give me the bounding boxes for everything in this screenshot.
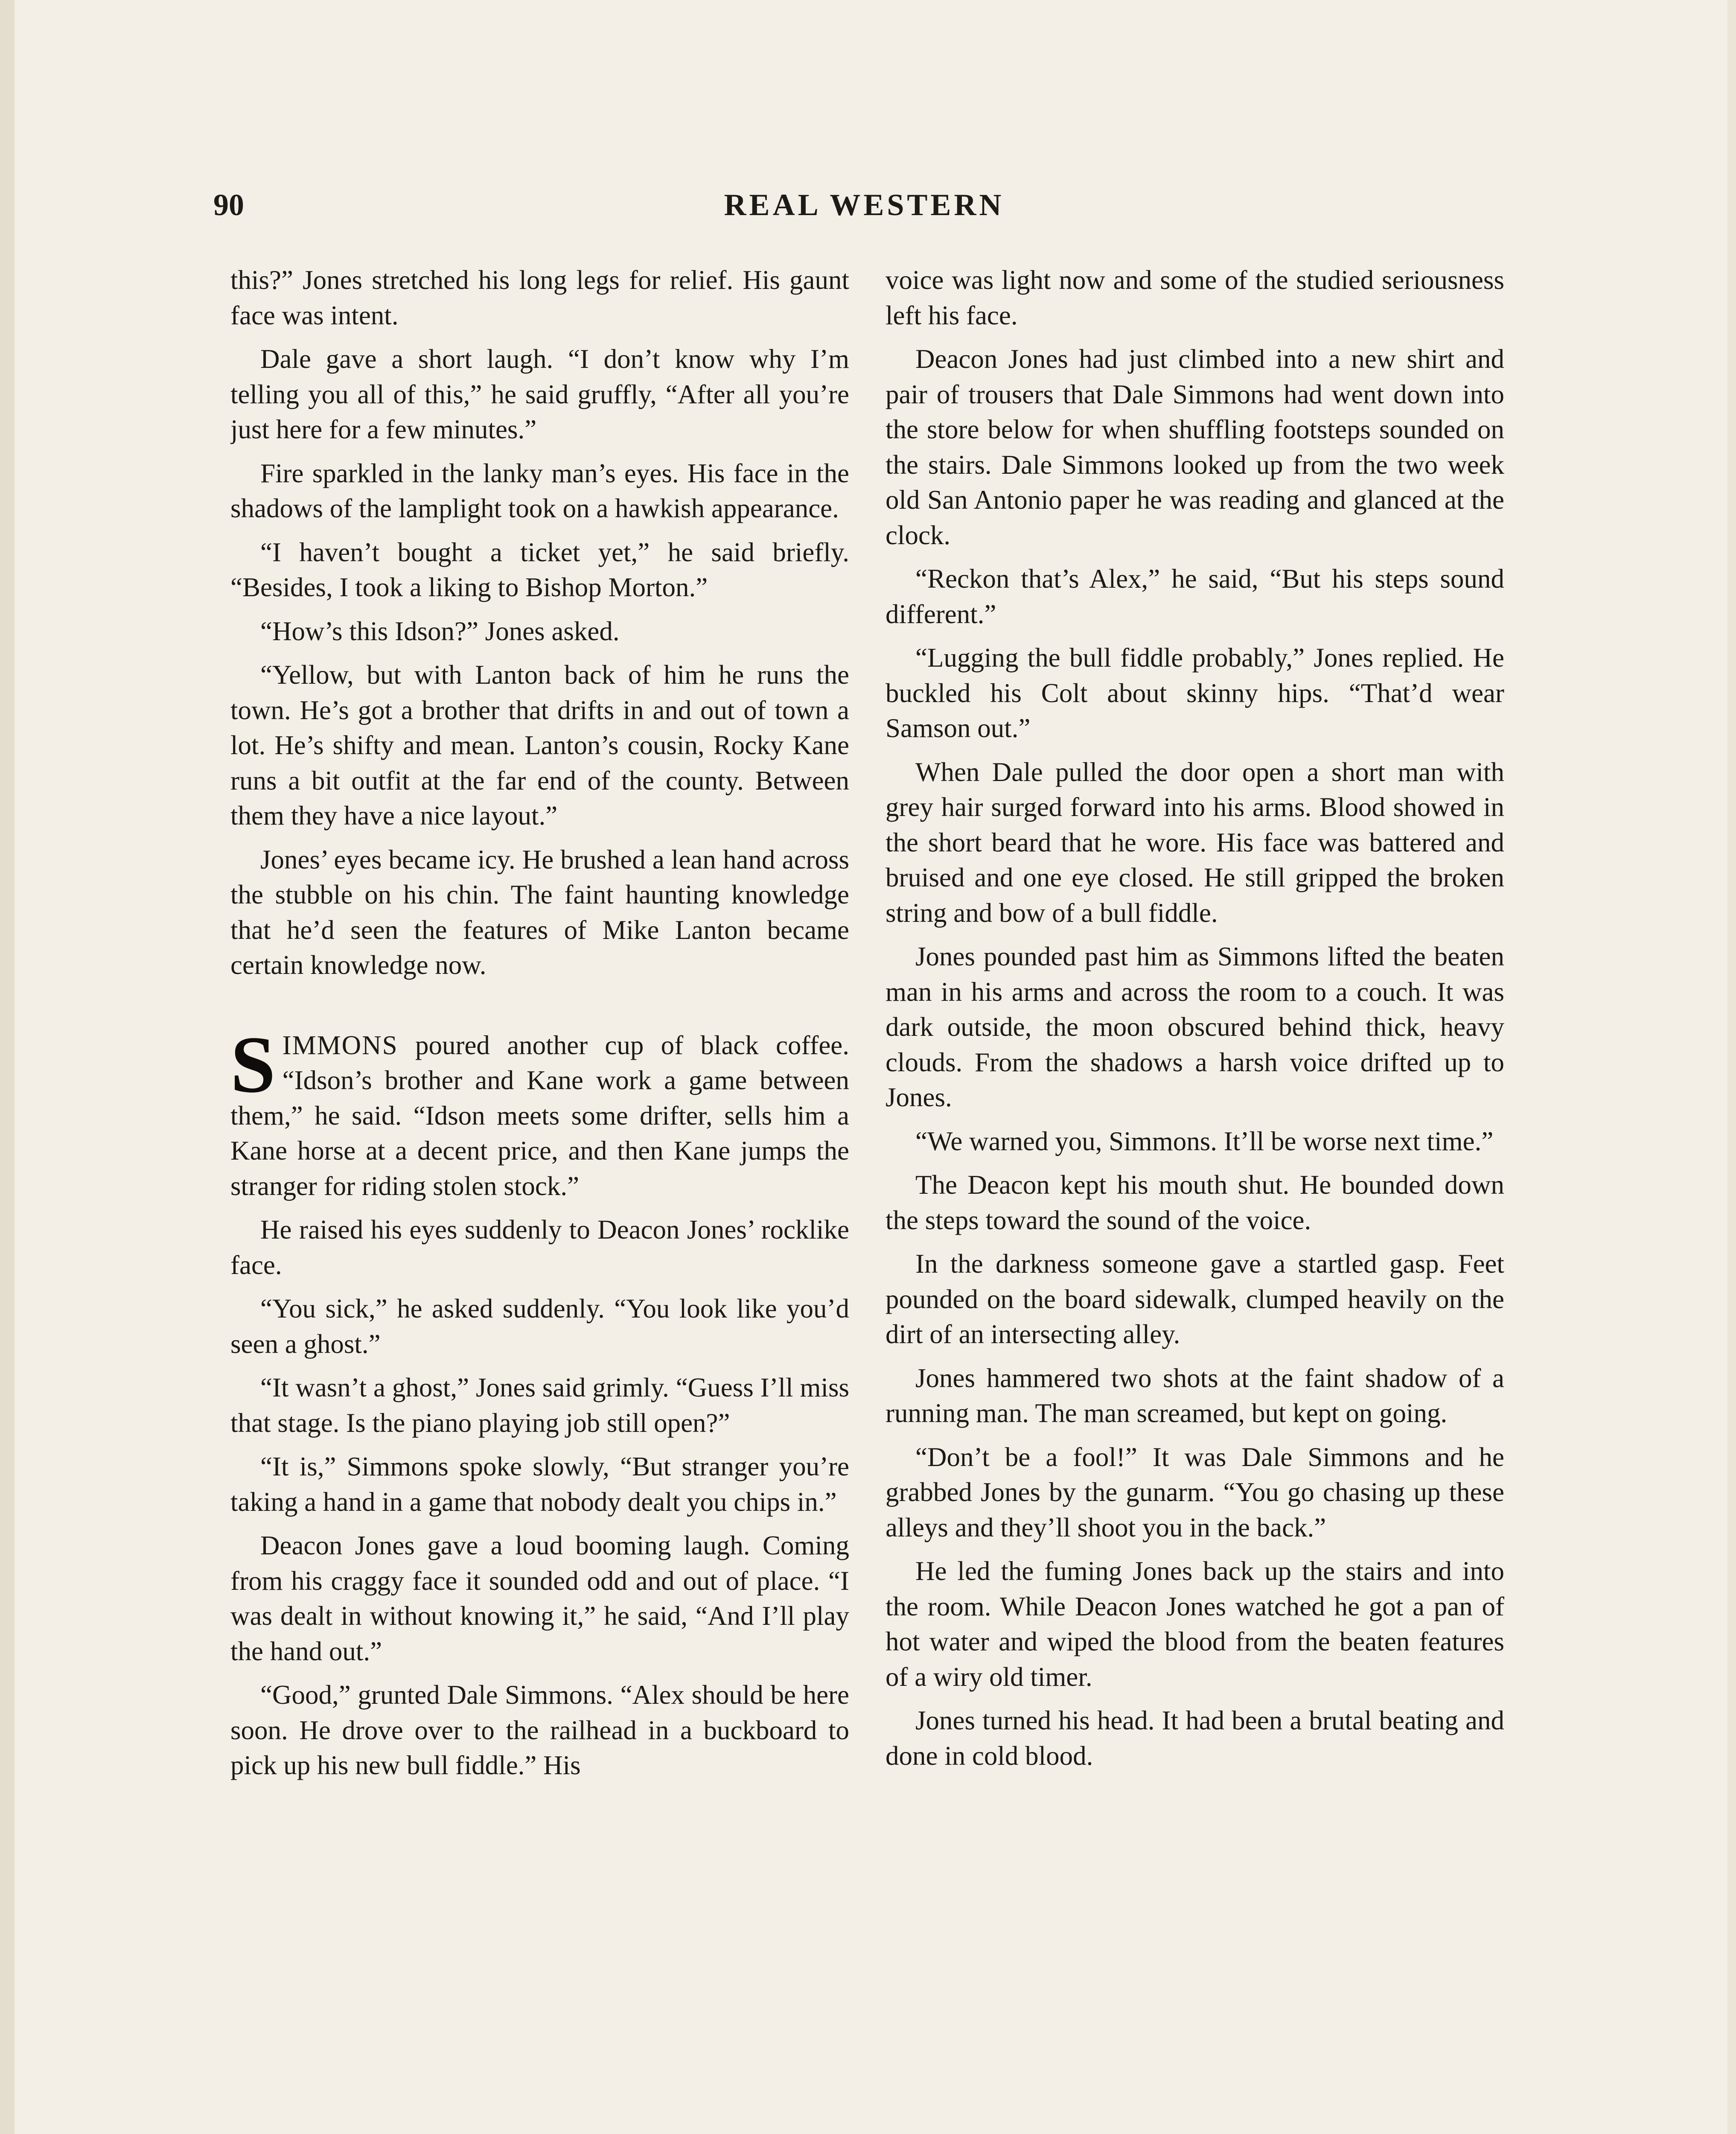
page-header <box>213 181 1515 228</box>
paragraph: Jones pounded past him as Simmons lifted the beaten man in his arms and across the room to a couch. It was dark outside, the moon obscured behind thick, heavy clouds. From the shadows a harsh voice drifted up to Jones. <box>885 942 1504 1112</box>
paragraph: voice was light now and some of the studied seriousness left his face. <box>885 265 1504 330</box>
paragraph: The Deacon kept his mouth shut. He bounded down the steps toward the sound of the voice. <box>885 1170 1504 1235</box>
page-number: 90 <box>213 188 244 222</box>
right-column <box>885 262 1504 2134</box>
paragraph: Dale gave a short laugh. “I don’t know why I’m telling you all of this,” he said gruffly, “After all you’re just here for a few minutes.” <box>230 344 849 444</box>
section-break <box>230 991 849 1028</box>
text-columns <box>230 262 1521 2134</box>
paragraph: “Don’t be a fool!” It was Dale Simmons and he grabbed Jones by the gunarm. “You go chasing up these alleys and they’ll shoot you in the back.” <box>885 1442 1504 1542</box>
paragraph: Deacon Jones had just climbed into a new shirt and pair of trousers that Dale Simmons had went down into the store below for when shuffling footsteps sounded on the stairs. Dale Simmons looked up from the two week old San Antonio paper he was reading and glanced at the clock. <box>885 344 1504 550</box>
paragraph: “Reckon that’s Alex,” he said, “But his steps sound different.” <box>885 564 1504 629</box>
section-opening-paragraph <box>230 1020 849 1204</box>
paragraph: Fire sparkled in the lanky man’s eyes. His face in the shadows of the lamplight took on a hawkish appearance. <box>230 458 849 523</box>
paragraph: He led the fuming Jones back up the stairs and into the room. While Deacon Jones watched he got a pan of hot water and wiped the blood from the beaten features of a wiry old timer. <box>885 1556 1504 1692</box>
paragraph: “We warned you, Simmons. It’ll be worse next time.” <box>915 1126 1494 1156</box>
paragraph: “Lugging the bull fiddle probably,” Jones replied. He buckled his Colt about skinny hips. “That’d wear Samson out.” <box>885 643 1504 743</box>
paragraph: Jones turned his head. It had been a brutal beating and done in cold blood. <box>885 1705 1504 1771</box>
paragraph: “Good,” grunted Dale Simmons. “Alex should be here soon. He drove over to the railhead in a buckboard to pick up his new bull fiddle.” His <box>230 1680 849 1780</box>
running-head: REAL WESTERN <box>724 188 1005 222</box>
paragraph: Deacon Jones gave a loud booming laugh. Coming from his craggy face it sounded odd and out of place. “I was dealt in without knowing it,” he said, “And I’ll play the hand out.” <box>230 1531 849 1666</box>
paragraph: Jones’ eyes became icy. He brushed a lean hand across the stubble on his chin. The faint haunting knowledge that he’d seen the features of Mike Lanton became certain knowledge now. <box>230 844 849 980</box>
drop-cap: S <box>230 1020 276 1110</box>
paragraph: this?” Jones stretched his long legs for relief. His gaunt face was intent. <box>230 265 849 330</box>
left-column <box>230 262 849 2134</box>
lead-in-text: IMMONS <box>282 1030 398 1060</box>
paragraph: “Yellow, but with Lanton back of him he runs the town. He’s got a brother that drifts in and out of town a lot. He’s shifty and mean. Lanton’s cousin, Rocky Kane runs a bit outfit at the far end of the county. Between them they have a nice layout.” <box>230 660 849 831</box>
paragraph: “I haven’t bought a ticket yet,” he said briefly. “Besides, I took a liking to Bishop Morton.” <box>230 537 849 602</box>
paragraph: When Dale pulled the door open a short man with grey hair surged forward into his arms. Blood showed in the short beard that he wore. His face was battered and bruised and one eye closed. He still gripped the broken string and bow of a bull fiddle. <box>885 757 1504 928</box>
paragraph: Jones hammered two shots at the faint shadow of a running man. The man screamed, but kept on going. <box>885 1363 1504 1428</box>
paragraph: “You sick,” he asked suddenly. “You look like you’d seen a ghost.” <box>230 1294 849 1359</box>
section-opening-text: poured another cup of black coffee. “Idson’s brother and Kane work a game between them,” he said. “Idson meets some drifter, sells him a Kane horse at a decent price, and then Kane jumps the stranger for riding stolen stock.” <box>230 1030 849 1201</box>
paragraph: He raised his eyes suddenly to Deacon Jones’ rocklike face. <box>230 1215 849 1280</box>
paragraph: In the darkness someone gave a startled gasp. Feet pounded on the board sidewalk, clumped heavily on the dirt of an intersecting alley. <box>885 1249 1504 1349</box>
paragraph: “It wasn’t a ghost,” Jones said grimly. “Guess I’ll miss that stage. Is the piano playing job still open?” <box>230 1373 849 1438</box>
paragraph: “How’s this Idson?” Jones asked. <box>260 616 620 646</box>
paragraph: “It is,” Simmons spoke slowly, “But stranger you’re taking a hand in a game that nobody dealt you chips in.” <box>230 1452 849 1517</box>
